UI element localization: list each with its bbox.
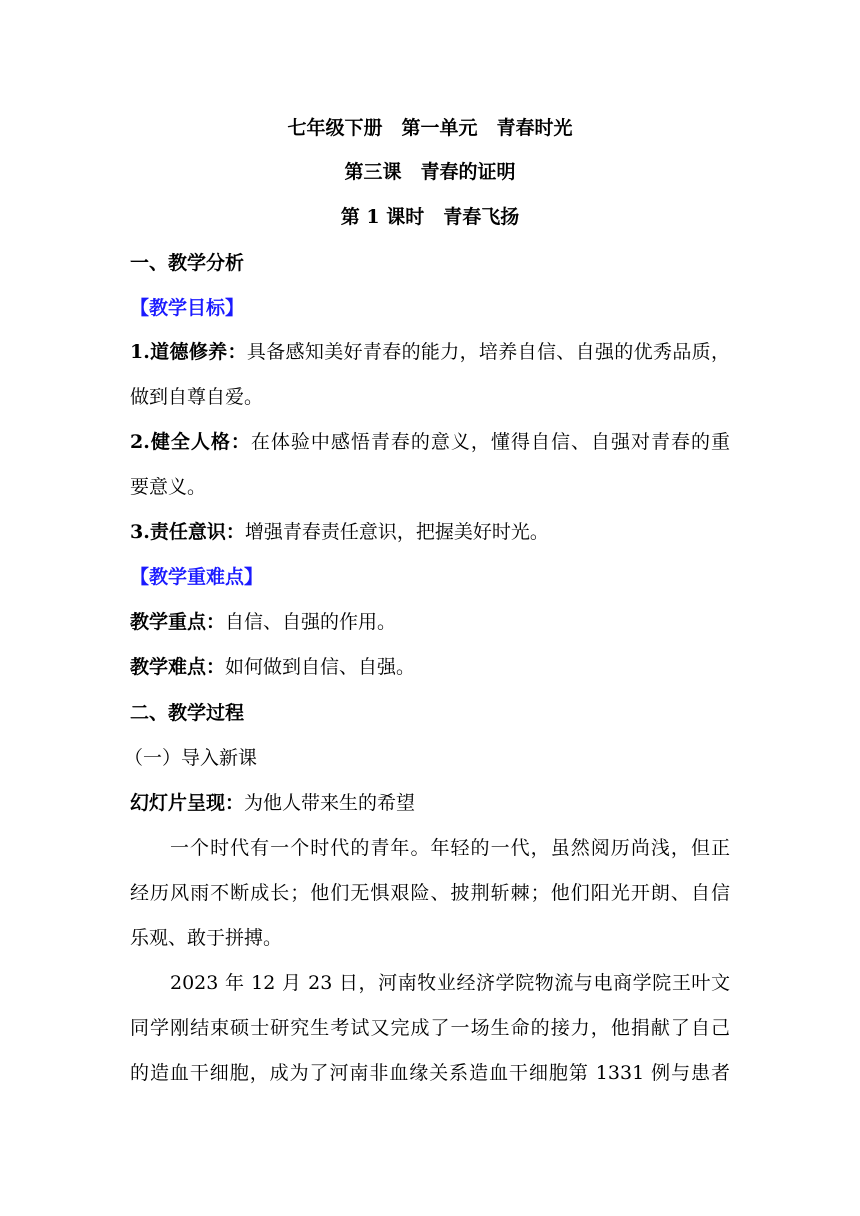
paragraph-1-line-2: 经历风雨不断成长；他们无惧艰险、披荆斩棘；他们阳光开朗、自信 bbox=[130, 882, 730, 904]
objective-2-line-1 bbox=[130, 430, 730, 454]
key-point-label: 教学重点： bbox=[130, 611, 226, 633]
objectives-heading: 【教学目标】 bbox=[130, 297, 245, 319]
sub-heading-intro: （一）导入新课 bbox=[124, 747, 258, 769]
objective-3-line-1 bbox=[130, 520, 730, 544]
section-heading-process: 二、教学过程 bbox=[130, 702, 245, 724]
objective-2-text: 在体验中感悟青春的意义，懂得自信、自强对青春的重 bbox=[250, 431, 730, 453]
section-heading-analysis: 一、教学分析 bbox=[130, 252, 245, 274]
paragraph-1-line-3: 乐观、敢于拼搏。 bbox=[130, 927, 283, 949]
key-point-text: 自信、自强的作用。 bbox=[225, 611, 397, 633]
document-title-unit: 七年级下册 第一单元 青春时光 bbox=[287, 117, 573, 139]
paragraph-2-line-3: 的造血干细胞，成为了河南非血缘关系造血干细胞第 1331 例与患者 bbox=[130, 1062, 730, 1084]
objective-3-label: 3.责任意识： bbox=[130, 521, 245, 543]
difficulty-label: 教学难点： bbox=[130, 656, 226, 678]
objective-1-line-2: 做到自尊自爱。 bbox=[130, 386, 264, 408]
slide-label: 幻灯片呈现： bbox=[130, 792, 245, 814]
difficulty-line bbox=[130, 655, 730, 679]
paragraph-1-line-1: 一个时代有一个时代的青年。年轻的一代，虽然阅历尚浅，但正 bbox=[170, 837, 730, 859]
objective-3-text: 增强青春责任意识，把握美好时光。 bbox=[244, 521, 549, 543]
document-title-lesson: 第三课 青春的证明 bbox=[344, 161, 516, 183]
objective-2-line-2: 要意义。 bbox=[130, 476, 207, 498]
objective-2-label: 2.健全人格： bbox=[130, 431, 251, 453]
difficulty-text: 如何做到自信、自强。 bbox=[225, 656, 416, 678]
key-points-heading: 【教学重难点】 bbox=[130, 566, 264, 588]
objective-1-line-1 bbox=[130, 340, 730, 364]
objective-1-label: 1.道德修养： bbox=[130, 341, 247, 363]
slide-line bbox=[130, 791, 730, 815]
paragraph-2-line-2: 同学刚结束硕士研究生考试又完成了一场生命的接力，他捐献了自己 bbox=[130, 1017, 730, 1039]
objective-1-text: 具备感知美好青春的能力，培养自信、自强的优秀品质， bbox=[246, 341, 730, 363]
document-title-period: 第 1 课时 青春飞扬 bbox=[340, 206, 520, 228]
slide-title: 为他人带来生的希望 bbox=[244, 792, 416, 814]
paragraph-2-line-1: 2023 年 12 月 23 日，河南牧业经济学院物流与电商学院王叶文 bbox=[170, 972, 730, 994]
key-point-line bbox=[130, 610, 730, 634]
